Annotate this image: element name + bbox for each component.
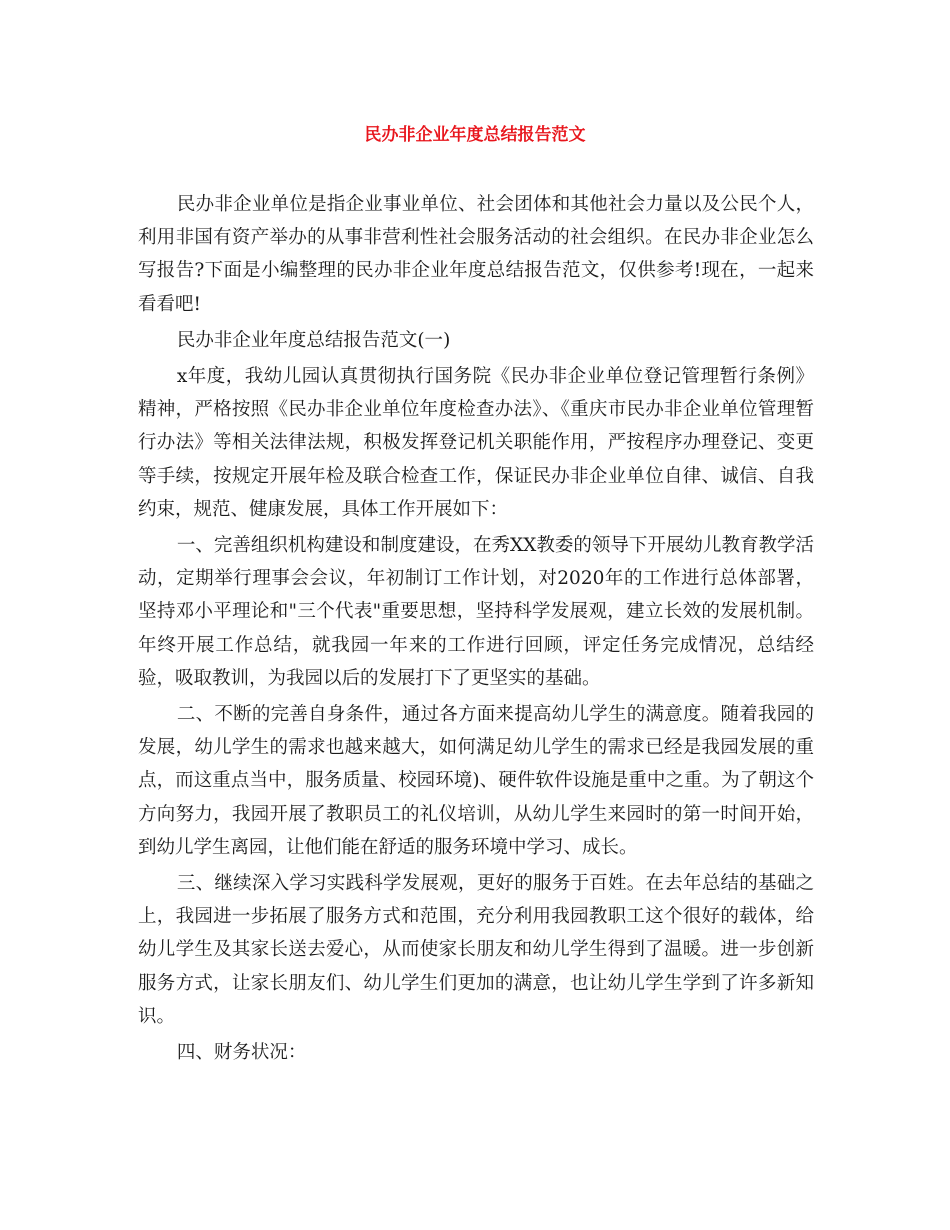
paragraph-point-2: 二、不断的完善自身条件，通过各方面来提高幼儿学生的满意度。随着我园的发展，幼儿学生的需求也越来越大，如何满足幼儿学生的需求已经是我园发展的重点，而这重点当中，服务质量、校园环境)、硬件软件设施是重中之重。为了朝这个方向努力，我园开展了教职员工的礼仪培训，从幼儿学生来园时的第一时间开始，到幼儿学生离园，让他们能在舒适的服务环境中学习、成长。	[138, 704, 814, 858]
paragraph-intro: 民办非企业单位是指企业事业单位、社会团体和其他社会力量以及公民个人，利用非国有资产举办的从事非营利性社会服务活动的社会组织。在民办非企业怎么写报告?下面是小编整理的民办非企业年度总结报告范文，仅供参考!现在，一起来看看吧!	[138, 194, 814, 315]
paragraph-point-4: 四、财务状况：	[176, 1042, 307, 1064]
paragraph-point-1: 一、完善组织机构建设和制度建设，在秀XX教委的领导下开展幼儿教育教学活动，定期举行理事会会议，年初制订工作计划，对2020年的工作进行总体部署，坚持邓小平理论和"三个代表"重要思想，坚持科学发展观，建立长效的发展机制。年终开展工作总结，就我园一年来的工作进行回顾，评定任务完成情况，总结经验，吸取教训，为我园以后的发展打下了更坚实的基础。	[138, 535, 814, 689]
paragraph-section-heading: 民办非企业年度总结报告范文(一)	[176, 329, 451, 351]
paragraph-overview: x年度，我幼儿园认真贯彻执行国务院《民办非企业单位登记管理暂行条例》精神，严格按照《民办非企业单位年度检查办法》、《重庆市民办非企业单位管理暂行办法》等相关法律法规，积极发挥登记机关职能作用，严按程序办理登记、变更等手续，按规定开展年检及联合检查工作，保证民办非企业单位自律、诚信、自我约束，规范、健康发展，具体工作开展如下：	[138, 366, 814, 520]
document-body	[138, 188, 814, 1072]
document-title: 民办非企业年度总结报告范文	[364, 125, 586, 145]
paragraph-point-3: 三、继续深入学习实践科学发展观，更好的服务于百姓。在去年总结的基础之上，我园进一步拓展了服务方式和范围，充分利用我园教职工这个很好的载体，给幼儿学生及其家长送去爱心，从而使家长朋友和幼儿学生得到了温暖。进一步创新服务方式，让家长朋友们、幼儿学生们更加的满意，也让幼儿学生学到了许多新知识。	[138, 873, 814, 1027]
